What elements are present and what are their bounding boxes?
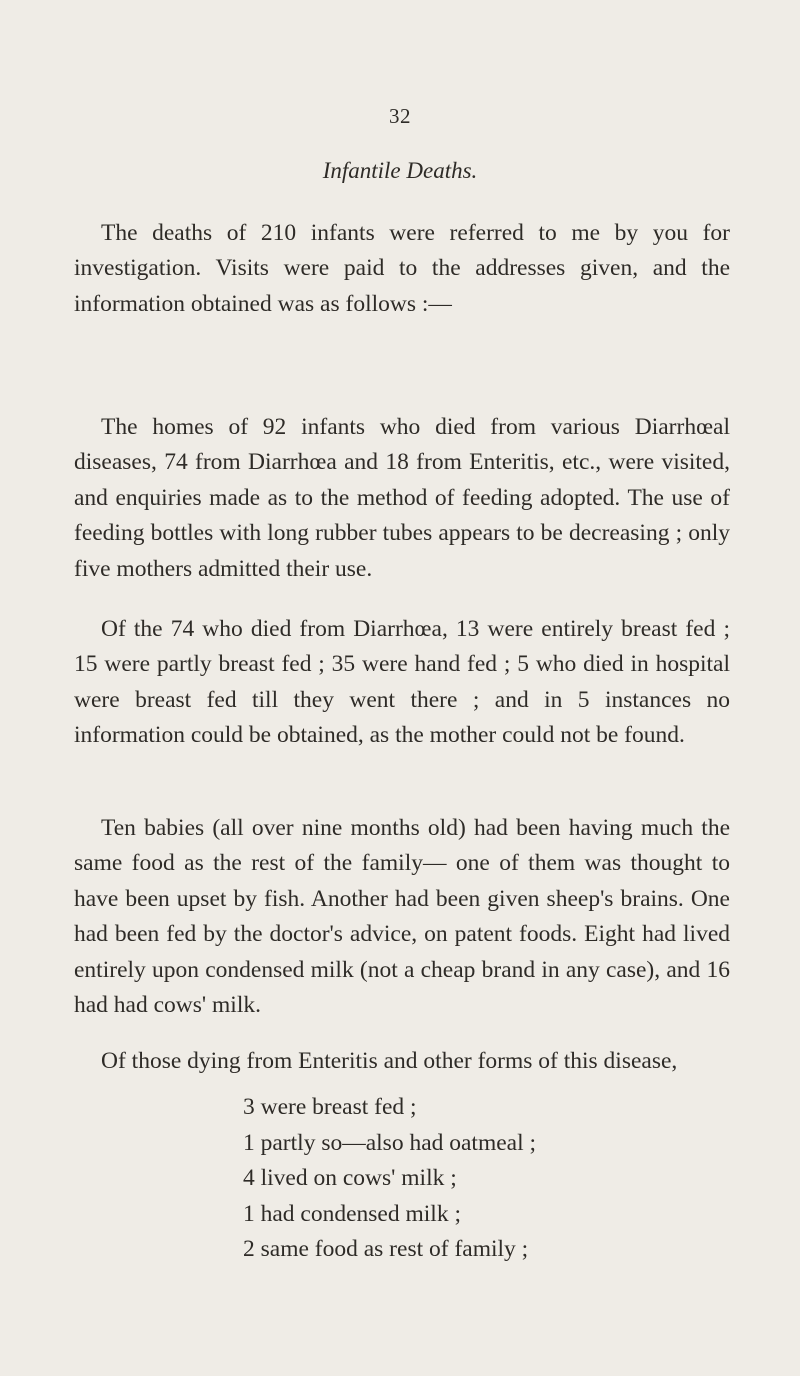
paragraph-enteritis-intro: Of those dying from Enteritis and other forms of this disease, — [101, 1047, 678, 1074]
paragraph-diarrhoea-feeding: Of the 74 who died from Diarrhœa, 13 were entirely breast fed ; 15 were partly breast fed ; 35 were hand fed ; 5 who died in hospital were breast fed till they went there ; and in 5 instances no information could be obtained, as the mother could not be found. — [74, 615, 730, 748]
list-item: 3 were breast fed ; — [243, 1094, 417, 1120]
list-item: 2 same food as rest of family ; — [243, 1236, 529, 1262]
section-heading: Infantile Deaths. — [322, 158, 478, 183]
page-number: 32 — [389, 104, 411, 128]
paragraph-ten-babies: Ten babies (all over nine months old) had been having much the same food as the rest of the family— one of them was thought to have been upset by fish. Another had been given sheep's brains. One had been fed by the doctor's advice, on patent foods. Eight had lived entirely upon condensed milk (not a cheap brand in any case), and 16 had had cows' milk. — [74, 814, 730, 1018]
list-item: 1 partly so—also had oatmeal ; — [243, 1129, 537, 1156]
paragraph-investigation: The deaths of 210 infants were referred to me by you for investigation. Visits were paid to the addresses given, and the information obtained was as follows :— — [74, 219, 730, 317]
list-item: 1 had condensed milk ; — [243, 1200, 461, 1227]
enteritis-feeding-list — [243, 1090, 730, 1268]
paragraph-diarrhoeal-homes: The homes of 92 infants who died from various Diarrhœal diseases, 74 from Diarrhœa and 18 from Enteritis, etc., were visited, and enquiries made as to the method of feeding adopted. The use of feeding bottles with long rubber tubes appears to be decreasing ; only five mothers admitted their use. — [74, 413, 730, 582]
list-item: 4 lived on cows' milk ; — [243, 1165, 457, 1191]
